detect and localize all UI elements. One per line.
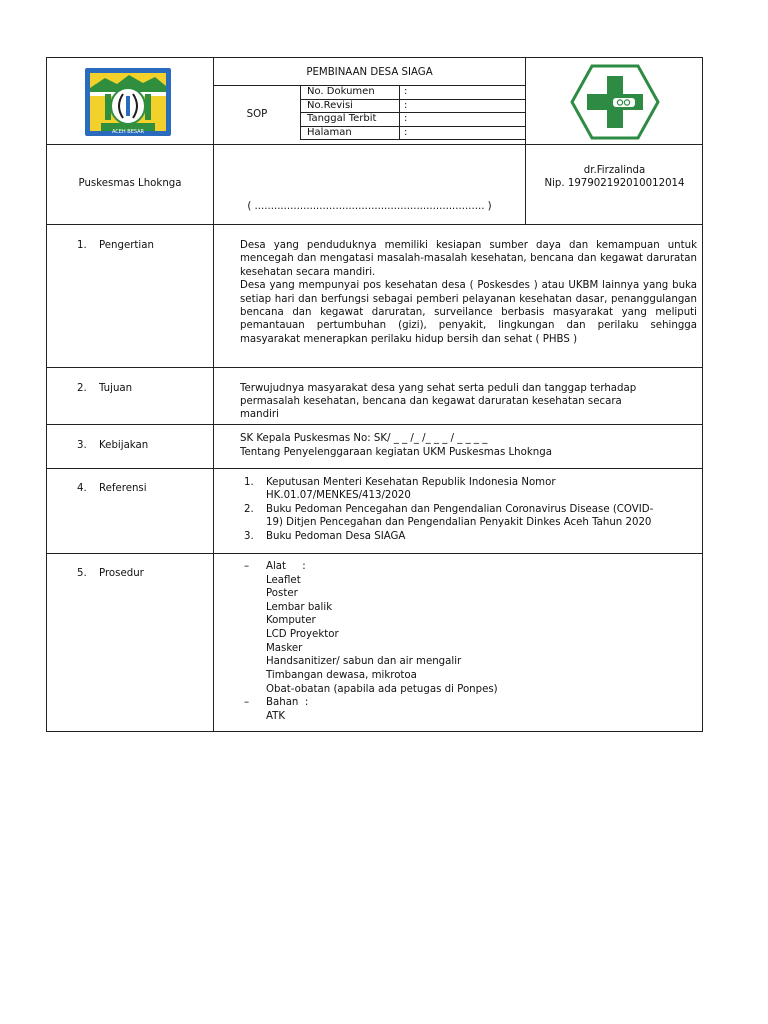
divider (47, 224, 703, 225)
procedure-item: Leaflet (266, 575, 301, 586)
procedure-item: Lembar balik (266, 602, 333, 613)
list-item: 19) Ditjen Pencegahan dan Pengendalian Penyakit Dinkes Aceh Tahun 2020 (266, 517, 652, 528)
metadata-label: No. Dokumen (301, 86, 400, 100)
text-line: permasalah kesehatan, bencana dan kegawat daruratan kesehatan secara (240, 396, 622, 407)
logo-banner-text: ACEH BESAR (111, 129, 145, 135)
list-item: Keputusan Menteri Kesehatan Republik Indonesia Nomor (266, 477, 556, 488)
metadata-value: : (400, 86, 526, 100)
metadata-label: Tanggal Terbit (301, 113, 400, 127)
regency-emblem-icon (83, 66, 173, 138)
divider (47, 367, 703, 368)
document-metadata (300, 85, 526, 140)
procedure-item: Obat-obatan (apabila ada petugas di Ponpes) (266, 684, 498, 695)
list-number: 3. (244, 531, 254, 542)
sop-label: SOP (246, 109, 268, 120)
signatory-name: dr.Firzalinda (583, 165, 646, 176)
section-number: 1. (77, 240, 87, 251)
metadata-label: No.Revisi (301, 99, 400, 113)
section-number: 3. (77, 440, 87, 451)
section-number: 4. (77, 483, 87, 494)
document-title: PEMBINAAN DESA SIAGA (306, 67, 433, 78)
divider (47, 144, 703, 145)
signature-blank: ( ....................................................................... ) (247, 201, 492, 212)
list-item: Buku Pedoman Pencegahan dan Pengendalian Coronavirus Disease (COVID- (266, 504, 654, 515)
divider (47, 553, 703, 554)
metadata-value: : (400, 126, 526, 140)
procedure-group-title: Bahan : (266, 697, 309, 708)
section-label: Prosedur (99, 568, 144, 579)
procedure-item: Timbangan dewasa, mikrotoa (266, 670, 417, 681)
procedure-item: Masker (266, 643, 303, 654)
bullet: – (244, 697, 250, 708)
procedure-item: Handsanitizer/ sabun dan air mengalir (266, 656, 462, 667)
procedure-item: ATK (266, 711, 286, 722)
table-row (301, 99, 526, 113)
metadata-label: Halaman (301, 126, 400, 140)
sop-document (46, 57, 703, 732)
table-row (301, 113, 526, 127)
list-item: HK.01.07/MENKES/413/2020 (266, 490, 411, 501)
text-line: Terwujudnya masyarakat desa yang sehat serta peduli dan tanggap terhadap (240, 383, 637, 394)
section-number: 5. (77, 568, 87, 579)
divider (525, 58, 526, 224)
section-label: Referensi (99, 483, 147, 494)
list-number: 2. (244, 504, 254, 515)
paragraph: Desa yang penduduknya memiliki kesiapan sumber daya dan kemampuan untuk mencegah dan mengatasi masalah-masalah kesehatan, bencana dan kegawat daruratan kesehatan secara mandiri. (240, 240, 697, 278)
metadata-value: : (400, 113, 526, 127)
procedure-item: Poster (266, 588, 298, 599)
metadata-value: : (400, 99, 526, 113)
text-line: SK Kepala Puskesmas No: SK/ _ _ /_ /_ _ _ / _ _ _ _ (240, 433, 488, 444)
procedure-item: Komputer (266, 615, 316, 626)
table-row (301, 86, 526, 100)
procedure-item: LCD Proyektor (266, 629, 339, 640)
puskesmas-logo-icon (569, 62, 661, 142)
list-number: 1. (244, 477, 254, 488)
section-body (240, 239, 697, 346)
signatory-nip: Nip. 197902192010012014 (544, 178, 685, 189)
section-label: Pengertian (99, 240, 154, 251)
section-number: 2. (77, 383, 87, 394)
section-label: Kebijakan (99, 440, 149, 451)
divider (47, 424, 703, 425)
section-label: Tujuan (99, 383, 133, 394)
text-line: Tentang Penyelenggaraan kegiatan UKM Puskesmas Lhoknga (240, 447, 552, 458)
divider (213, 58, 214, 732)
facility-name: Puskesmas Lhoknga (78, 178, 182, 189)
procedure-group-title: Alat : (266, 561, 306, 572)
paragraph: Desa yang mempunyai pos kesehatan desa ( Poskesdes ) atau UKBM lainnya yang buka setiap hari dan berfungsi sebagai pemberi pelayanan kesehatan dasar, penanggulangan bencana dan kegawat daruratan, surveilance berbasis masyarakat yang meliputi pemantauan pertumbuhan (gizi), penyakit, lingkungan dan perilaku sehingga masyarakat menerapkan perilaku hidup bersih dan sehat ( PHBS ) (240, 280, 697, 345)
table-row (301, 126, 526, 140)
list-item: Buku Pedoman Desa SIAGA (266, 531, 406, 542)
text-line: mandiri (240, 409, 279, 420)
bullet: – (244, 561, 250, 572)
divider (47, 468, 703, 469)
